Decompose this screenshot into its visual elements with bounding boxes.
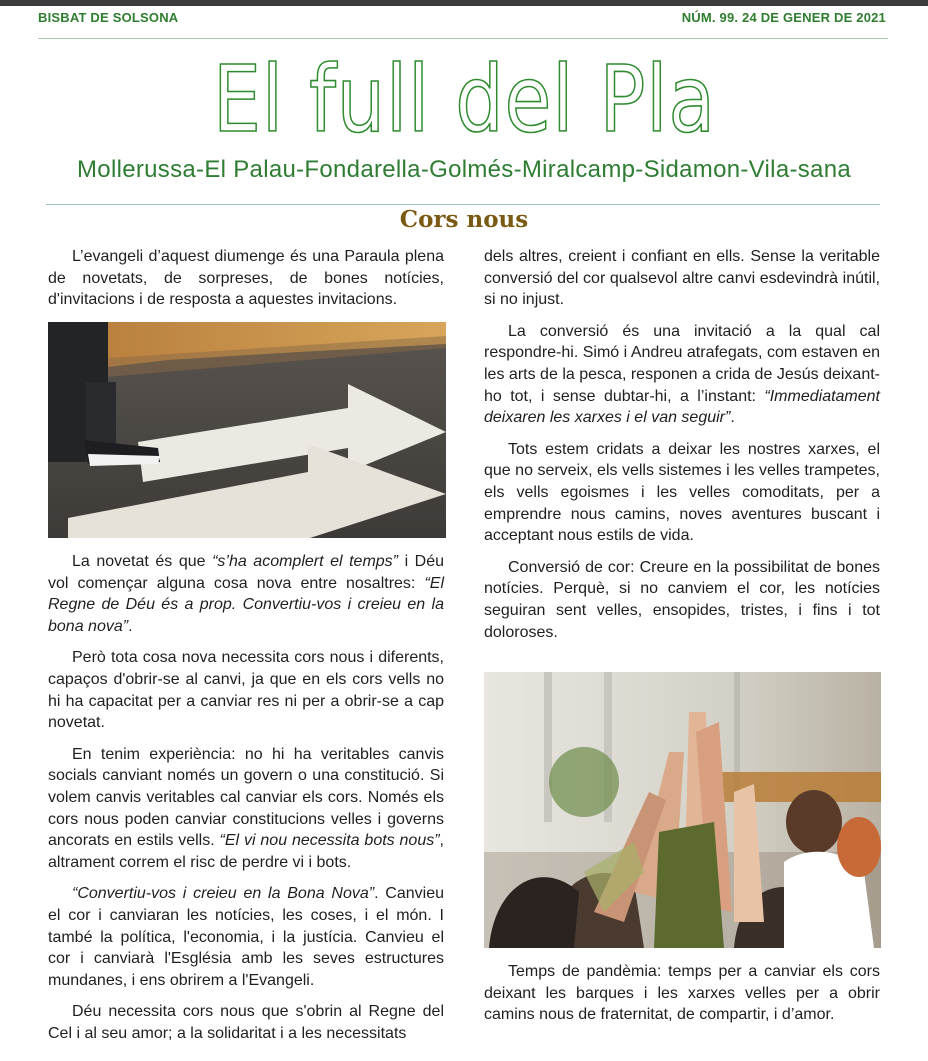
column-left	[48, 246, 444, 321]
header-divider	[38, 38, 888, 39]
masthead-title: El full del Pla	[212, 46, 716, 153]
column-right-cont	[484, 961, 880, 1036]
section-divider	[46, 204, 880, 205]
hands-together-photo	[484, 672, 881, 948]
paragraph-conversio: La conversió és una invitació a la qual cal respondre-hi. Simó i Andreu atrafegats, com estaven en les arts de la pesca, responen a crida de Jesús deixant-ho tot, i sense dubtar-hi, a l’instant: “Immediatament deixaren les xarxes i el van seguir”.	[484, 322, 880, 427]
paragraph-cors-nous: Però tota cosa nova necessita cors nous i diferents, capaços d'obrir-se al canvi, ja que en els cors vells no hi ha capacitat per a canviar res ni per a obrir-se a cap novetat.	[48, 649, 444, 732]
diocese-label: BISBAT DE SOLSONA	[38, 10, 179, 25]
article-title: Cors nous	[399, 206, 529, 233]
column-right	[484, 246, 880, 653]
road-arrows-photo	[48, 322, 446, 538]
paragraph-convertiu: “Convertiu-vos i creieu en la Bona Nova”. Canvieu el cor i canviaran les notícies, les coses, i el món. I també la política, l'economia, i la justícia. Canvieu el cor i canviarà l'Església amb les seves estructures mundanes, i ens obrirem a l'Evangeli.	[48, 885, 444, 989]
column-left-cont	[48, 551, 444, 1054]
towns-subtitle: Mollerussa-El Palau-Fondarella-Golmés-Miralcamp-Sidamon-Vila-sana	[77, 156, 851, 183]
issue-date: NÚM. 99. 24 DE GENER DE 2021	[681, 10, 886, 25]
top-bar	[0, 0, 928, 6]
road-arrows-image	[48, 322, 446, 538]
paragraph-xarxes: Tots estem cridats a deixar les nostres xarxes, el que no serveix, els vells sistemes i les velles trampetes, els vells egoismes i les velles comoditats, per a emprendre nous camins, noves aventures buscant i acceptant nous estils de vida.	[484, 440, 880, 545]
paragraph-continuation: dels altres, creient i confiant en ells. Sense la veritable conversió del cor qualsevol altre canvi esdevindrà inútil, si no injust.	[484, 248, 880, 309]
paragraph-novetat: La novetat és que “s’ha acomplert el temps” i Déu vol començar alguna cosa nova entre nosaltres: “El Regne de Déu és a prop. Convertiu-vos i creieu en la bona nova”.	[48, 553, 445, 635]
paragraph-intro: L’evangeli d’aquest diumenge és una Paraula plena de novetats, de sorpreses, de bones notícies, d'invitacions i de resposta a aquestes invitacions.	[48, 248, 444, 309]
paragraph-experiencia: En tenim experiència: no hi ha veritables canvis socials canviant només un govern o una constitució. Si volem canvis veritables cal canviar els cors. Només els cors nous poden canviar constitucions velles i governs ancorats en estils vells. “El vi nou necessita bots nous”, altrament correm el risc de perdre vi i bots.	[48, 745, 444, 871]
paragraph-pandemia: Temps de pandèmia: temps per a canviar els cors deixant les barques i les xarxes velles per a obrir camins nous de fraternitat, de compartir, i d’amor.	[484, 963, 880, 1024]
paragraph-deu-necessita: Déu necessita cors nous que s'obrin al Regne del Cel i al seu amor; a la solidaritat i a les necessitats	[48, 1003, 444, 1042]
hands-together-image	[484, 672, 881, 948]
paragraph-bones-noticies: Conversió de cor: Creure en la possibilitat de bones notícies. Perquè, si no canviem el cor, les notícies seguiran sent velles, ensopides, tristes, i fins i tot doloroses.	[484, 558, 880, 641]
